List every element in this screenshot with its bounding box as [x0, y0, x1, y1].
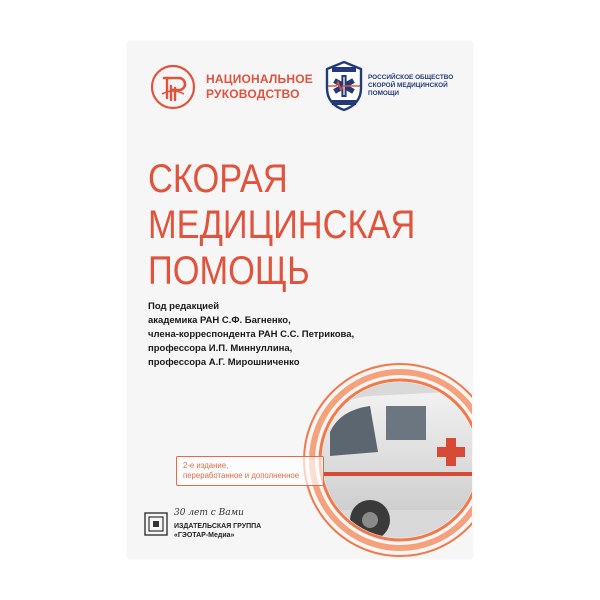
anniversary-signature: 30 лет с Вами [174, 508, 244, 518]
nr-line-2: РУКОВОДСТВО [206, 87, 300, 101]
rsmp-line-1: РОССИЙСКОЕ ОБЩЕСТВО [368, 74, 454, 81]
rsmp-line-2: СКОРОЙ МЕДИЦИНСКОЙ [368, 82, 448, 89]
publisher-logo-icon [144, 512, 168, 536]
edition-badge [176, 456, 324, 486]
russian-society-label [368, 74, 453, 98]
editors-line-5: профессора А.Г. Мирошниченко [148, 357, 300, 368]
ambulance-circle-image [300, 360, 472, 558]
publisher-line-2: «ГЭОТАР-Медиа» [174, 532, 235, 539]
stylized-figure-logo-icon [150, 64, 196, 110]
star-of-life-emblem-icon [324, 60, 364, 112]
title-line-1: СКОРАЯ [148, 157, 288, 201]
edition-line-2: переработанное и дополненное [183, 471, 300, 480]
editors-line-1: Под редакцией [148, 301, 220, 312]
editors-line-2: академика РАН С.Ф. Багненко, [148, 315, 291, 326]
rsmp-line-3: ПОМОЩИ [368, 90, 399, 97]
editors-line-3: члена-корреспондента РАН С.С. Петрикова, [148, 329, 355, 340]
edition-line-1: 2-е издание, [183, 461, 229, 470]
publisher-name [174, 522, 261, 540]
publisher-line-1: ИЗДАТЕЛЬСКАЯ ГРУППА [174, 523, 262, 530]
editors-line-4: профессора И.П. Миннуллина, [148, 343, 293, 354]
title-line-2: МЕДИЦИНСКАЯ [148, 203, 416, 247]
national-guide-label [206, 72, 313, 102]
book-title [148, 156, 415, 294]
nr-line-1: НАЦИОНАЛЬНОЕ [206, 72, 313, 86]
title-line-3: ПОМОЩЬ [148, 249, 310, 293]
book-cover [128, 42, 472, 558]
